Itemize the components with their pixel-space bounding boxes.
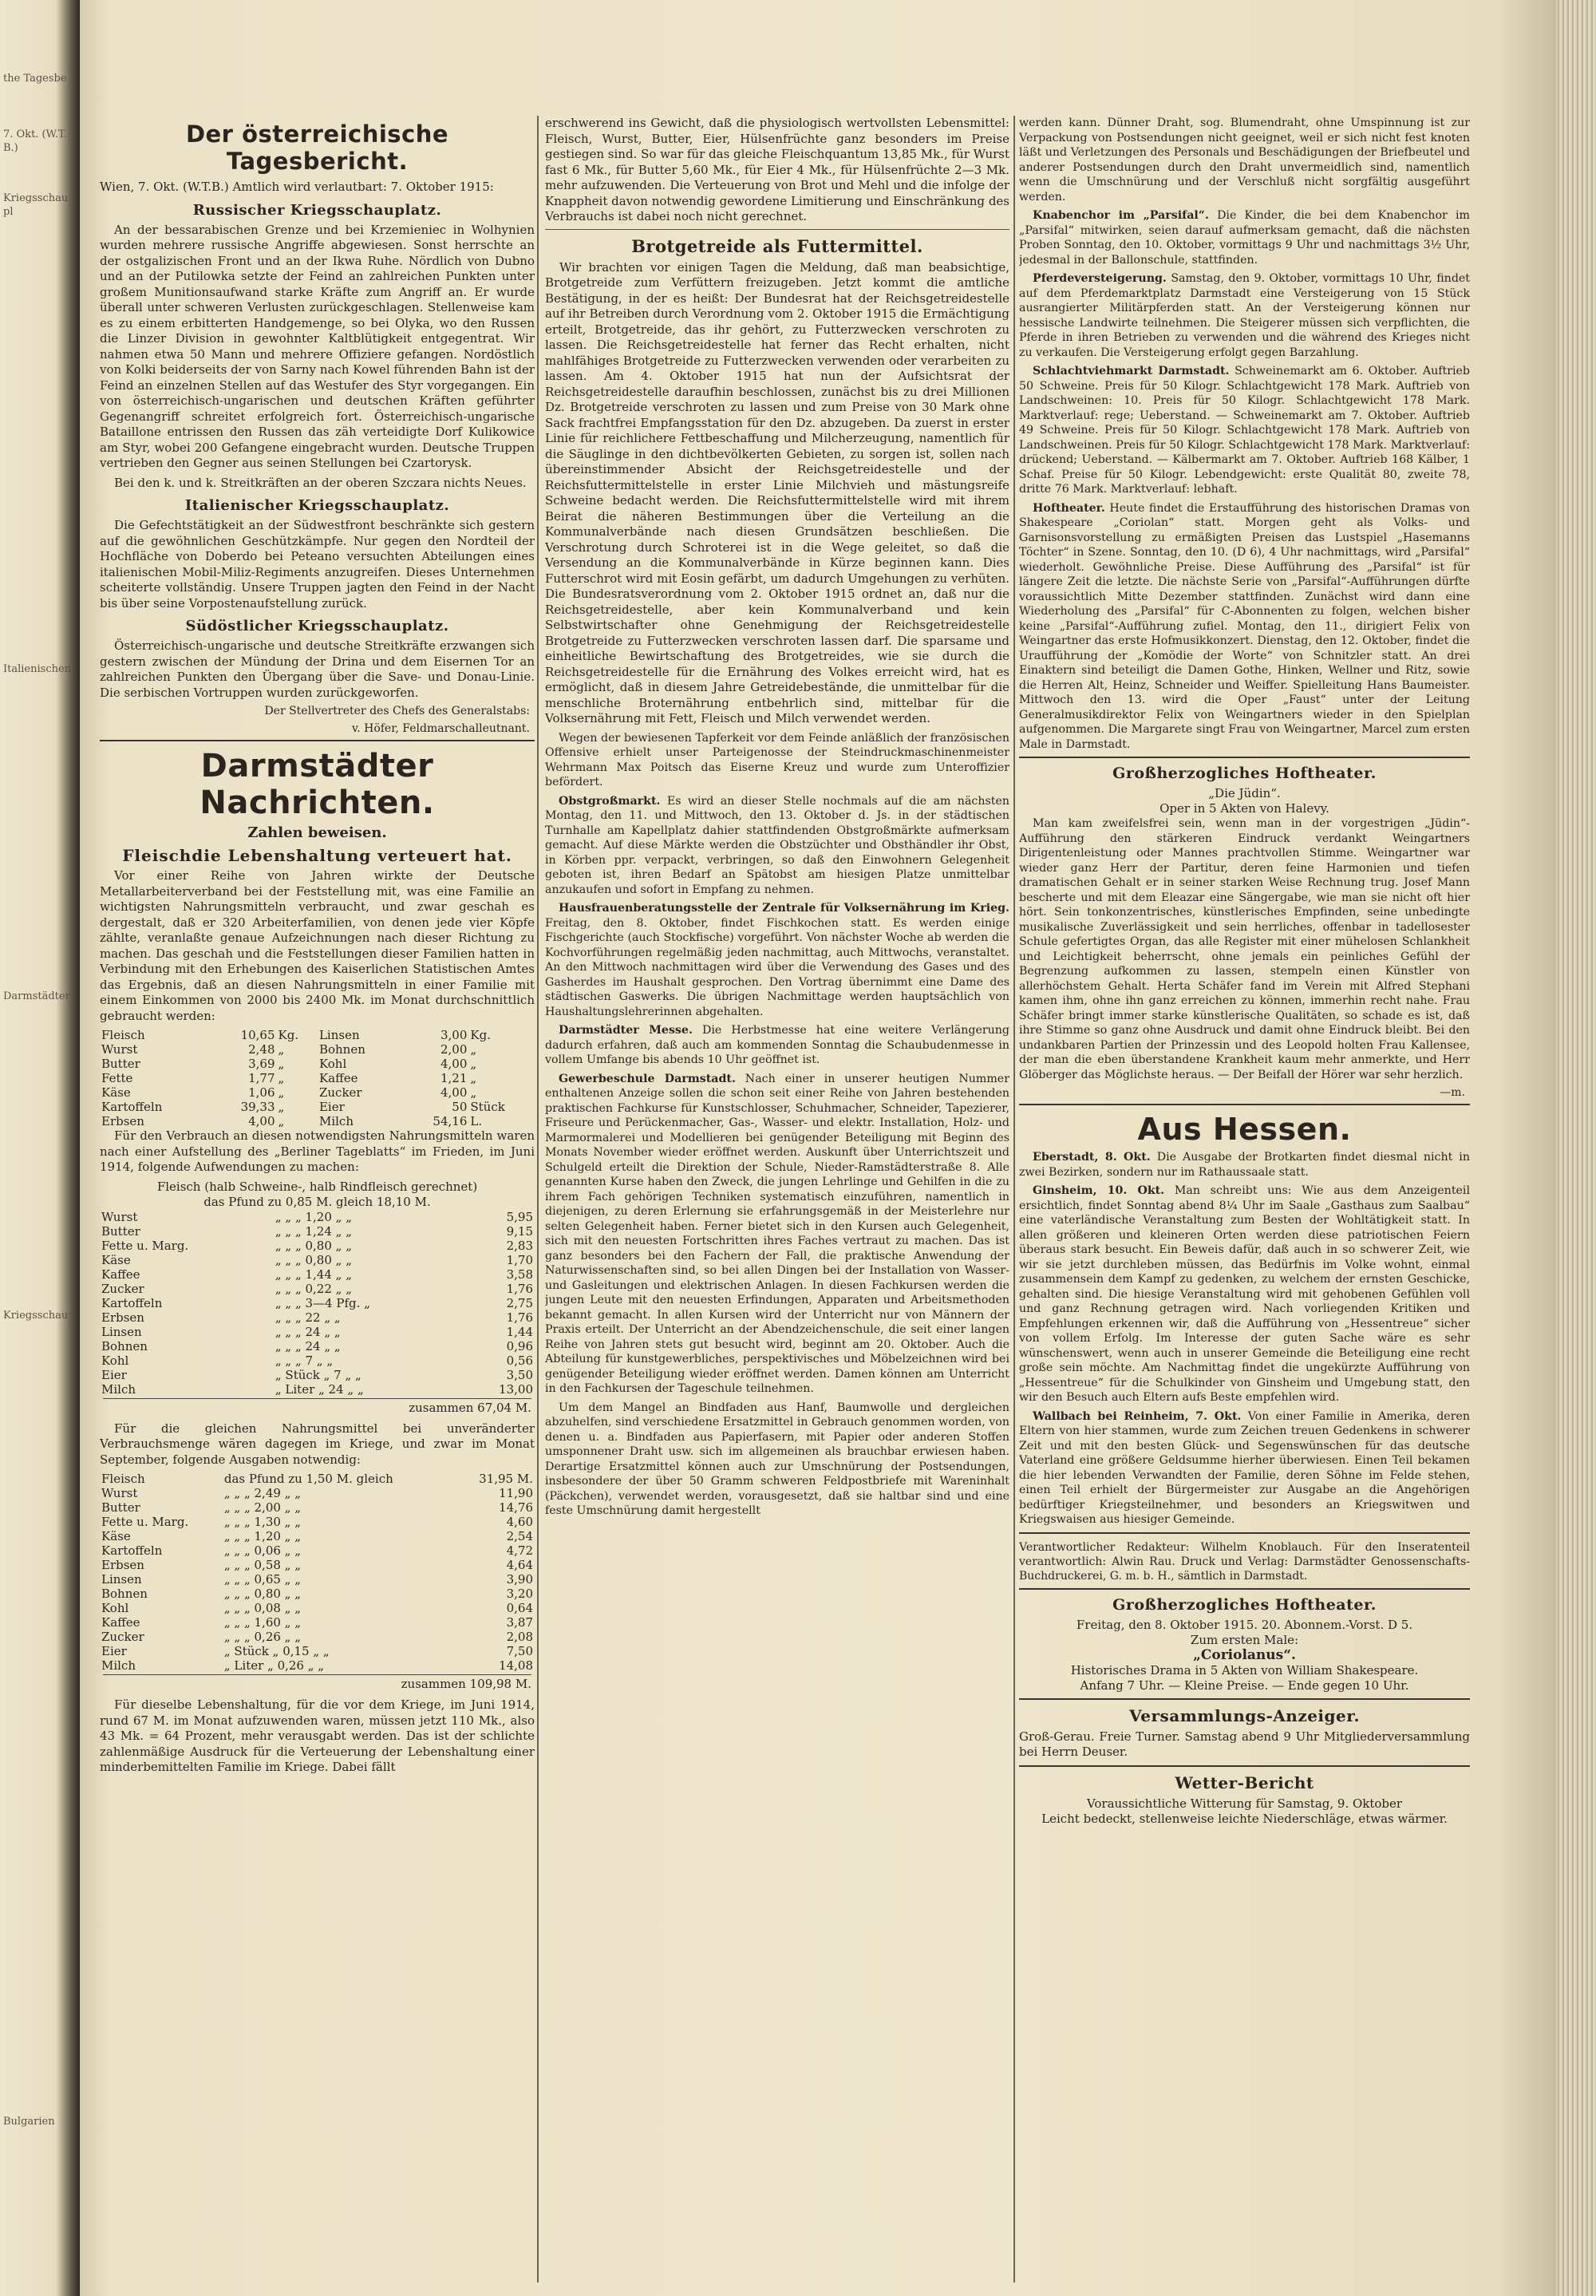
price-cell: „ „ „ 2,00 „ „ — [223, 1500, 301, 1515]
item-cell: Kartoffeln — [101, 1543, 163, 1558]
item-cell: Milch — [318, 1114, 354, 1128]
item-cell: Kohl — [318, 1057, 347, 1071]
price-cell: „ „ „ 0,65 „ „ — [223, 1572, 301, 1587]
column-1 — [100, 116, 535, 2282]
table-row — [100, 1282, 535, 1296]
column-rule — [1013, 116, 1015, 2282]
total-cell: 4,60 — [506, 1515, 533, 1529]
item-cell: Erbsen — [101, 1558, 144, 1572]
total-cell: 4,64 — [506, 1558, 533, 1572]
ad-line: Anfang 7 Uhr. — Kleine Preise. — Ende gegen 10 Uhr. — [1080, 1678, 1409, 1693]
news-lead: Hoftheater. — [1033, 501, 1105, 515]
table-row — [100, 1325, 535, 1339]
divider — [1019, 1104, 1470, 1105]
item-cell: Kartoffeln — [101, 1100, 163, 1114]
news-text: Freitag, den 8. Oktober, findet Fischkochen statt. Es werden einige Fischgerichte (auch Stockfische) vorgeführt. Von nächster Woche ab werden die Kochvorführungen regelmäßig jeden nachmittag, auch Mittwochs, veranstaltet. An den Mittwoch nachmittagen wird über die Verwendung des Gases und des Gasherdes im Haushalt gesprochen. Den Vortrag übernimmt eine Dame des städtischen Gaswerks. Die übrigen Nachmittage werden hauptsächlich von Haushaltungslehrerinnen abgehalten. — [545, 916, 1009, 1018]
price-cell: „ „ „ 0,58 „ „ — [223, 1558, 301, 1572]
divider — [1019, 1765, 1470, 1767]
price-cell: „ „ „ 0,80 „ „ — [275, 1238, 352, 1253]
table-row — [100, 1587, 535, 1601]
war-total: zusammen 109,98 M. — [103, 1674, 531, 1691]
news-text: Man schreibt uns: Wie aus dem Anzeigenteil ersichtlich, findet Sonntag abend 8¼ Uhr im Saale „Gasthaus zum Saalbau“ eine vaterländische Veranstaltung zum Besten der Wohltätigkeit statt. In allen größeren und kleineren Orten werden diese patriotischen Feiern überaus stark besucht. Ein Beweis dafür, daß auch in so schwerer Zeit, wie wir sie jetzt durchleben müssen, das Bedürfnis im Volke wohnt, einmal zusammensein dem Kampf zu gedenken, zu welchem der ernsten Geschicke, gehalten sind. Die hiesige Veranstaltung wird mit gehobenen Gefühlen voll und ganz Rechnung getragen wird. Nach vorliegenden Kritiken und Empfehlungen erkennen wir, daß die Aufführung von „Hessentreue“ sicher von vollem Erfolg. Im Interesse der guten Sache wäre es sehr wünschenswert, wenn auch in unserer Gemeinde die Beteiligung eine recht große sein möchte. Am Nachmittag findet die ungekürzte Aufführung von „Hessentreue“ für die Schulkinder von Ginsheim und Umgebung statt, den wir den Besuch auch Eltern aufs Beste empfehlen wird. — [1019, 1184, 1470, 1404]
sub-title: Zahlen beweisen. — [247, 824, 387, 841]
unit-cell: „ — [470, 1085, 477, 1100]
item-cell: Bohnen — [101, 1587, 148, 1601]
total-cell: 14,08 — [499, 1658, 533, 1673]
total-cell: 5,95 — [506, 1209, 533, 1224]
total-cell: 3,87 — [506, 1615, 533, 1630]
qty-cell: 1,06 — [248, 1085, 275, 1100]
news-lead: Schlachtviehmarkt Darmstadt. — [1033, 365, 1230, 377]
review-subtitle: „Die Jüdin“. — [1208, 786, 1281, 800]
qty-cell: 3,00 — [440, 1028, 468, 1042]
southeast-text: Österreichisch-ungarische und deutsche Streitkräfte erzwangen sich gestern zwischen der Mündung der Drina und dem Eisernen Tor an zahlreichen Punkten den Übergang über die Save- und Donau-Linie. Die serbischen Vortruppen wurden zurückgeworfen. — [100, 638, 535, 700]
russian-text-2: Bei den k. und k. Streitkräften an der oberen Szczara nichts Neues. — [114, 475, 527, 490]
ad-play-title: „Coriolanus“. — [1193, 1646, 1296, 1663]
price-cell: „ „ „ 1,20 „ „ — [223, 1529, 301, 1543]
item-cell: Eier — [101, 1644, 127, 1658]
news-lead: Hausfrauenberatungsstelle der Zentrale für Volksernährung im Krieg. — [559, 902, 1009, 915]
price-cell: „ Stück „ 0,15 „ „ — [223, 1644, 330, 1658]
item-cell: Fleisch — [101, 1028, 145, 1042]
total-cell: 0,96 — [506, 1338, 533, 1353]
table-row — [100, 1353, 535, 1368]
price-cell: „ „ „ 0,06 „ „ — [223, 1543, 301, 1558]
unit-cell: „ — [470, 1057, 477, 1071]
qty-cell: 4,00 — [248, 1114, 275, 1128]
item-cell: Zucker — [101, 1281, 144, 1296]
table-row — [100, 1486, 535, 1500]
report-title: Der österreichische Tagesbericht. — [185, 121, 449, 175]
weather-line: Voraussichtliche Witterung für Samstag, 9. Oktober — [1086, 1796, 1403, 1811]
item-cell: Erbsen — [101, 1114, 144, 1128]
item-cell: Zucker — [318, 1085, 362, 1100]
news-lead: Gewerbeschule Darmstadt. — [559, 1072, 736, 1085]
unit-cell: „ — [278, 1057, 285, 1071]
weather-title: Wetter-Bericht — [1175, 1772, 1314, 1792]
news-text: Die Kinder, die bei dem Knabenchor im „Parsifal“ mitwirken, seien darauf aufmerksam gemacht, daß die nächsten Proben Sonntag, den 10. Oktober, vormittags 9 Uhr und nachmittags 3½ Uhr, jedesmal in der Ballonschule, stattfinden. — [1019, 209, 1470, 267]
item-cell: Kohl — [101, 1601, 129, 1615]
peace-total: zusammen 67,04 M. — [103, 1398, 531, 1415]
news-lead: Eberstadt, 8. Okt. — [1033, 1151, 1151, 1164]
table-row — [100, 1239, 535, 1253]
item-cell: Eier — [318, 1100, 345, 1114]
table-row — [100, 1267, 535, 1282]
divider — [545, 229, 1009, 230]
qty-cell: 39,33 — [240, 1100, 275, 1114]
news-text: Heute findet die Erstaufführung des historischen Dramas von Shakespeare „Coriolan“ statt. Morgen geht als Volks- und Garnisonsvorstellung zu ermäßigten Preisen das Lustspiel „Hasemanns Töchter“ in Szene. Sonntag, den 10. (D 6), 4 Uhr nachmittags, wird „Parsifal“ wiederholt. Gewöhnliche Preise. Diese Aufführung des „Parsifal“ ist für längere Zeit die letzte. Die nächste Serie von „Parsifal“-Aufführungen dürfte voraussichtlich Mitte Dezember stattfinden. Zunächst wird dann eine Wiederholung des „Parsifal“ für C-Abonnenten zu folgen, welchen bisher keine „Parsifal“-Aufführung zufiel. Montag, den 11., dirigiert Felix von Weingartner das erste Hofmusikkonzert. Dienstag, den 12. Oktober, findet die Uraufführung der „Komödie der Worte“ von Schnitzler statt. An drei Einaktern sind beteiligt die Damen Gothe, Hinken, Wellner und Ritz, sowie die Herren Alt, Heinz, Schneider und Weiffer. Spielleitung Hans Baumeister. Mittwoch den 13. wird die Oper „Faust“ unter der Leitung Generalmusikdirektor Felix von Weingartners wieder in den Spielplan aufgenommen. Die Margarete singt Frau von Weingartner, Marcel zum ersten Male in Darmstadt. — [1019, 501, 1470, 751]
divider — [1019, 757, 1470, 758]
total-cell: 2,54 — [506, 1529, 533, 1543]
column-rule — [537, 116, 539, 2282]
news-item — [545, 1072, 1009, 1397]
vers-title: Versammlungs-Anzeiger. — [1129, 1705, 1360, 1725]
binding-fragment: Darmstädter — [3, 990, 70, 1002]
qty-cell: 4,00 — [440, 1085, 468, 1100]
item-cell: Kaffee — [101, 1615, 140, 1630]
divider — [100, 740, 535, 741]
news-item — [1019, 271, 1470, 360]
price-cell: „ „ „ 0,22 „ „ — [275, 1281, 352, 1296]
ad-line: Historisches Drama in 5 Akten von William Shakespeare. — [1070, 1662, 1419, 1678]
section-title: Darmstädter Nachrichten. — [200, 748, 435, 821]
table-row — [100, 1100, 535, 1114]
total-cell: 1,70 — [506, 1252, 533, 1267]
news-text: Schweinemarkt am 6. Oktober. Auftrieb 50 Schweine. Preis für 50 Kilogr. Schlachtgewicht 178 Mark. Auftrieb von Landschweinen: 10. Preis für 50 Kilogr. Schlachtgewicht 178 Mark. Marktverlauf: rege; Ueberstand. — Schweinemarkt am 7. Oktober. Auftrieb 49 Schweine. Preis für 50 Kilogr. Schlachtgewicht 178 Mark. Auftrieb von Landschweinen. Preis für 50 Kilogr. Schlachtgewicht 178 Mark. Marktverlauf: drückend; Ueberstand. — Kälbermarkt am 7. Oktober. Auftrieb 168 Kälber, 1 Schaf. Preise für 50 Kilogr. Lebendgewicht: erste Qualität 80, zweite 78, dritte 76 Mark. Marktverlauf: lebhaft. — [1019, 365, 1470, 496]
italian-heading: Italienischer Kriegsschauplatz. — [184, 497, 450, 514]
news-text: Die Ausgabe der Brotkarten findet diesmal nicht in zwei Bezirken, sondern nur im Rathaussaale statt. — [1019, 1151, 1470, 1179]
russian-heading: Russischer Kriegsschauplatz. — [192, 201, 442, 219]
item-cell: Käse — [101, 1085, 131, 1100]
ad-line: Zum ersten Male: — [1190, 1632, 1299, 1647]
total-cell: 0,64 — [506, 1601, 533, 1615]
table-row — [100, 1057, 535, 1071]
news-text: Es wird an dieser Stelle nochmals auf die am nächsten Montag, den 11. und Mittwoch, den 13. Oktober d. Js. in der städtischen Turnhalle am Kapellplatz dahier stattfindenden Obstgroßmärkte aufmerksam gemacht. Auf diese Märkte werden die Obstzüchter und Obsthändler ihr Obst, in Körben ppr. verpackt, verbringen, so daß den Einwohnern Gelegenheit geboten ist, ihren Bedarf an Spätobst am hiesigen Platze unmittelbar anzukaufen und sofort in Empfang zu nehmen. — [545, 794, 1009, 896]
total-cell: 11,90 — [499, 1486, 533, 1500]
news-lead: Knabenchor im „Parsifal“. — [1033, 209, 1209, 222]
table-row — [100, 1644, 535, 1658]
article-paragraph: Für die gleichen Nahrungsmittel bei unveränderter Verbrauchsmenge wären dagegen im Kriege, und zwar im Monat September, folgende Ausgaben notwendig: — [100, 1421, 535, 1467]
item-cell: Wurst — [101, 1486, 138, 1500]
news-item — [1019, 208, 1470, 267]
news-item: Um dem Mangel an Bindfaden aus Hanf, Baumwolle und dergleichen abzuhelfen, sind verschiedene Ersatzmittel in Gebrauch genommen worden, von denen u. a. Bindfaden aus Papierfasern, mit Papier oder anderen Stoffen umsponnener Draht usw. sich im allgemeinen als brauchbar erwiesen haben. Derartige Ersatzmittel können auch zur Umschnürung der Postsendungen, insbesondere der über 50 Gramm schweren Feldpostbriefe mit Wareninhalt (Päckchen), verwendet werden, vorausgesetzt, daß sie haltbar sind und eine feste Umschnürung damit hergestellt — [545, 1401, 1009, 1517]
price-cell: „ Stück „ 7 „ „ — [275, 1367, 361, 1382]
table-row — [100, 1500, 535, 1515]
total-cell: 3,20 — [506, 1587, 533, 1601]
news-item — [1019, 501, 1470, 753]
item-cell: Käse — [101, 1529, 131, 1543]
total-cell: 3,50 — [506, 1367, 533, 1382]
item-cell: Eier — [101, 1367, 127, 1382]
divider — [1019, 1588, 1470, 1590]
peace-table-head: Fleisch (halb Schweine-, halb Rindfleisch gerechnet) — [156, 1179, 478, 1194]
item-cell: Käse — [101, 1252, 131, 1267]
qty-cell: 2,48 — [248, 1042, 275, 1057]
qty-cell: 54,16 — [433, 1114, 468, 1128]
ad-title: Großherzogliches Hoftheater. — [1112, 1595, 1377, 1614]
table-row — [100, 1543, 535, 1558]
price-cell: „ „ „ 24 „ „ — [275, 1324, 341, 1339]
binding-fragment: Kriegsschaupl — [3, 192, 69, 218]
article-heading: Fleischdie Lebenshaltung verteuert hat. — [122, 846, 512, 865]
price-cell: „ „ „ 1,24 „ „ — [275, 1223, 352, 1239]
southeast-heading: Südöstlicher Kriegsschauplatz. — [185, 618, 449, 634]
war-price-table — [100, 1472, 535, 1673]
unit-cell: Kg. — [470, 1028, 491, 1042]
news-lead: Obstgroßmarkt. — [559, 794, 661, 808]
ad-line: Freitag, den 8. Oktober 1915. 20. Abonnem.-Vorst. D 5. — [1076, 1617, 1413, 1632]
review-subtitle-2: Oper in 5 Akten von Halevy. — [1159, 801, 1329, 816]
item-cell: Wurst — [101, 1209, 138, 1224]
item-cell: Wurst — [101, 1042, 138, 1057]
table-row — [100, 1310, 535, 1325]
total-cell: 2,08 — [506, 1630, 533, 1644]
item-cell: Butter — [101, 1500, 140, 1515]
price-cell: „ „ „ 0,80 „ „ — [223, 1587, 301, 1601]
table-row — [100, 1339, 535, 1353]
unit-cell: „ — [278, 1071, 285, 1085]
price-cell: „ „ „ 0,80 „ „ — [275, 1252, 352, 1267]
weather-line: Leicht bedeckt, stellenweise leichte Niederschläge, etwas wärmer. — [1041, 1811, 1448, 1826]
news-item — [1019, 364, 1470, 497]
item-cell: Linsen — [101, 1572, 142, 1587]
total-cell: 0,56 — [506, 1353, 533, 1368]
review-text: Man kam zweifelsfrei sein, wenn man in der vorgestrigen „Jüdin“-Aufführung den stärkeren Eindruck verdankt Weingartners Dirigentenleistung oder Mannes prachtvollen Stimme. Weingartner war wieder ganz Herr der Partitur, deren feine Harmonien und tiefen dramatischen Gehalt er in seiner starken Weise Rechnung trug. Josef Mann bescherte und mit dem Eleazar eine Sängergabe, wie man sie nicht oft hier hört. Sein tonkonzentrisches, künstlerisches Empfinden, seine unbedingte musikalische Zuverlässigkeit und sein herrliches, offenbar in tadellosester Schule gefertigtes Organ, das alle Register mit einer mühelosen Schlankheit und Leichtigkeit beherrscht, ohne jemals ein peinliches Gefühl der Begrenzung aufkommen zu lassen, stempeln einen Künstler von allerhöchstem Gehalt. Herta Schäfer fand im Verein mit Alfred Stephani kamen ihm, ohne ihn ganz erreichen zu können, immerhin recht nahe. Frau Schäfer bringt immer starke künstlerische Qualitäten, so schade es ist, daß ihre Stimme so ganz ohne Ausdruck und damit ohne Eindruck bleibt. Bei den undankbaren Partien der Prinzessin und des Leopold holten Frau Kallensee, der man die eben überstandene Krankheit kaum mehr anmerkte, und Herr Glöberger das Möglichste heraus. — Der Beifall der Hörer war sehr herzlich. — [1019, 817, 1470, 1081]
peace-price-table — [100, 1210, 535, 1397]
consumption-table — [100, 1028, 535, 1128]
table-row — [100, 1085, 535, 1100]
news-lead: Darmstädter Messe. — [559, 1024, 693, 1037]
total-cell: 3,90 — [506, 1572, 533, 1587]
item-cell: Linsen — [318, 1028, 360, 1042]
price-cell: „ „ „ 7 „ „ — [275, 1353, 334, 1368]
table-row — [100, 1368, 535, 1382]
binding-fragment: the Tagesbe — [3, 73, 67, 85]
item-cell: Fleisch — [101, 1472, 145, 1486]
unit-cell: Kg. — [278, 1028, 299, 1042]
item-cell: Butter — [101, 1223, 140, 1239]
news-item: Wegen der bewiesenen Tapferkeit vor dem Feinde anläßlich der französischen Offensive erhielt unser Parteigenosse der Steindruckmaschinenmeister Wehrmann Max Poitsch das Eiserne Kreuz und wurde zum Unteroffizier befördert. — [545, 731, 1009, 788]
table-row — [100, 1472, 535, 1486]
theater-title: Großherzogliches Hoftheater. — [1112, 765, 1377, 782]
table-row — [100, 1658, 535, 1673]
news-text: Samstag, den 9. Oktober, vormittags 10 Uhr, findet auf dem Pferdemarktplatz Darmstadt eine Versteigerung von 15 Stück ausrangierter Militärpferden statt. An der Versteigerung können nur hessische Landwirte teilnehmen. Die Steigerer müssen sich verpflichten, die Pferde in ihren Betrieben zu verwenden und die während des Krieges nicht zu verkaufen. Die Versteigerung erfolgt gegen Barzahlung. — [1019, 272, 1470, 359]
price-cell: „ „ „ 2,49 „ „ — [223, 1486, 301, 1500]
qty-cell: 2,00 — [440, 1042, 468, 1057]
item-cell: Fette u. Marg. — [101, 1238, 189, 1253]
news-text: Nach einer in unserer heutigen Nummer enthaltenen Anzeige sollen die schon seit einer Reihe von Jahren bestehenden praktischen Fachkurse für Kunstschlosser, Schuhmacher, Schneider, Tapezierer, Friseure und Perückenmacher, Gas-, Wasser- und elektr. Installation, Holz- und Marmormalerei und Modellieren bei genügender Beteiligung mit Beginn des Monats November wieder eröffnet werden. Auskunft über Unterrichtszeit und Schulgeld erteilt die Direktion der Schule, Nieder-Ramstädterstraße 8. Alle genannten Kurse haben den Zweck, die jungen Lehrlinge und Gehilfen in die zu ihrem Fach gehörigen Techniken systematisch einzuführen, namentlich in diejenigen, zu deren Erlernung sie erfahrungsgemäß in der Meisterlehre nur selten Gelegenheit haben. Ferner bietet sich in den Kursen auch Gelegenheit, sich mit den neuesten Fortschritten ihres Faches vertraut zu machen. Das ist ganz besonders bei den Fachern der Fall, die praktische Anwendung der Naturwissenschaften sind, so bei allen Dingen bei der Installation von Wasser- und Gasleitungen und elektrischen Anlagen. In diesen Fachkursen werden die jungen Leute mit den neuesten Erfindungen, Apparaten und Arbeitsmethoden bekannt gemacht. In allen Kursen wird der Unterricht nur von Männern der Praxis erteilt. Der Unterricht an der Abendzeichenschule, die seit einer langen Reihe von Jahren stets gut besucht wird, beginnt am 20. Oktober. Auch die Abteilung für kunstgewerbliches, perspektivisches und Möbelzeichnen wird bei genügender Beteiligung wieder eröffnet werden. Damen können am Unterricht in den Fachkursen der Tageschule teilnehmen. — [545, 1072, 1009, 1395]
item-cell: Kaffee — [318, 1071, 358, 1085]
item-cell: Bohnen — [101, 1338, 148, 1353]
binding-fragment: Italienischen — [3, 663, 72, 675]
price-cell: „ „ „ 1,30 „ „ — [223, 1515, 301, 1529]
divider — [1019, 1698, 1470, 1700]
item-cell: Fette u. Marg. — [101, 1515, 189, 1529]
divider — [1019, 1532, 1470, 1534]
table-row — [100, 1630, 535, 1644]
item-cell: Erbsen — [101, 1310, 144, 1325]
table-row — [100, 1382, 535, 1397]
item-cell: Fette — [101, 1071, 133, 1085]
price-cell: „ Liter „ 24 „ „ — [275, 1381, 364, 1397]
qty-cell: 10,65 — [240, 1028, 275, 1042]
total-cell: 1,44 — [506, 1324, 533, 1339]
qty-cell: 1,77 — [248, 1071, 275, 1085]
table-row — [100, 1253, 535, 1267]
item-cell: Butter — [101, 1057, 140, 1071]
imprint: Verantwortlicher Redakteur: Wilhelm Knoblauch. Für den Inseratenteil verantwortlich: Alwin Rau. Druck und Verlag: Darmstädter Genossenschafts-Buchdruckerei, G. m. b. H., sämtlich in Darmstadt. — [1019, 1540, 1470, 1583]
table-row — [100, 1572, 535, 1587]
table-row — [100, 1529, 535, 1543]
brot-text: Wir brachten vor einigen Tagen die Meldung, daß man beabsichtige, Brotgetreide zum Verfüttern freizugeben. Jetzt kommt die amtliche Bestätigung, in der es heißt: Der Bundesrat hat der Reichsgetreidestelle auf ihr Betreiben durch Verordnung vom 2. Oktober 1915 die Ermächtigung erteilt, Brotgetreide, das ihr gehört, zu Futterzwecken verschroten zu lassen. Die Reichsgetreidestelle hat ferner das Recht erhalten, nicht mahlfähiges Brotgetreide zu Futterzwecken verwenden oder verarbeiten zu lassen. Am 4. Oktober 1915 hat nun der Aufsichtsrat der Reichsgetreidestelle daraufhin beschlossen, zunächst bis zu drei Millionen Dz. Brotgetreide verschroten zu lassen und zum Preise von 30 Mark ohne Sack frachtfrei Empfangsstation für den Dz. abzugeben. Da zuerst in erster Linie für reichlichere Fettbeschaffung und Milcherzeugung, namentlich für die Säuglinge in den dichtbevölkerten Gebieten, zu sorgen ist, sollen nach übereinstimmender Absicht der Reichsgetreidestelle und der Reichsfuttermittelstelle in erster Linie Milchvieh und mästungsreife Schweine bedacht werden. Die Reichsfuttermittelstelle wird mit ihrem Beirat die näheren Bestimmungen über die Verteilung an die Kommunalverbände nach diesen Grundsätzen beschließen. Die Verschrotung durch Schroterei ist in die Wege geleitet, so daß die Versendung an die Kommunalverbände in Kürze beginnen kann. Dies Futterschrot wird mit Eosin gefärbt, um dadurch Umgehungen zu verhüten. Die Bundesratsverordnung vom 2. Oktober 1915 ordnet an, daß nur die Reichsgetreidestelle, aber kein Kommunalverband und kein Selbstwirtschafter ohne Genehmigung der Reichsgetreidestelle Brotgetreide zu Futterzwecken verschroten lassen darf. Die sparsame und einheitliche Bewirtschaftung des Brotgetreides, wie sie durch die Reichsgetreidestelle für die Ernährung des Volkes erreicht wird, hat es ermöglicht, daß in diesem Jahre Getreidebestände, die unmittelbar für die menschliche Broternährung entbehrlich sind, mittelbar für die Volksernährung mit Fett, Fleisch und Milch verwendet werden. — [545, 259, 1009, 725]
article-paragraph: Für dieselbe Lebenshaltung, für die vor dem Kriege, im Juni 1914, rund 67 M. im Monat aufzuwenden waren, müssen jetzt 110 Mk., also 43 Mk. = 64 Prozent, mehr verausgabt werden. Das ist der schlichte zahlenmäßige Ausdruck für die Verteuerung der Lebenshaltung einer minderbemittelten Familie im Kriege. Dabei fällt — [100, 1697, 535, 1774]
table-row — [100, 1210, 535, 1224]
page-edge-stack — [1556, 0, 1596, 2296]
table-row — [100, 1615, 535, 1630]
total-cell: 31,95 M. — [479, 1472, 533, 1486]
article-paragraph: Vor einer Reihe von Jahren wirkte der Deutsche Metallarbeiterverband bei der Feststellung mit, was eine Familie an wichtigsten Nahrungsmitteln verbraucht, und zwar geschah es dergestalt, daß er 320 Arbeiterfamilien, von denen jede vier Köpfe zählte, veranlaßte genaue Aufzeichnungen nach dieser Richtung zu machen. Das geschah und die Feststellungen dieser Familien hatten in Verbindung mit den Erhebungen des Kaiserlichen Statistischen Amtes das Ergebnis, daß an diesen Nahrungsmitteln in einer Familie mit einem Einkommen von 2000 bis 2400 Mk. im Monat durchschnittlich gebraucht werden: — [100, 868, 535, 1023]
item-cell: Kohl — [101, 1353, 129, 1368]
item-cell: Zucker — [101, 1630, 144, 1644]
qty-cell: 1,21 — [440, 1071, 468, 1085]
peace-table-head-2: das Pfund zu 0,85 M. gleich 18,10 M. — [203, 1194, 431, 1209]
item-cell: Milch — [101, 1658, 136, 1673]
table-row — [100, 1042, 535, 1057]
item-cell: Kaffee — [101, 1267, 140, 1282]
price-cell: „ „ „ 1,44 „ „ — [275, 1267, 352, 1282]
price-cell: „ „ „ 1,60 „ „ — [223, 1615, 301, 1630]
binding-fragment: Kriegsschau — [3, 1310, 69, 1322]
unit-cell: „ — [278, 1114, 285, 1128]
column-2 — [545, 116, 1009, 2282]
article-paragraph: Für den Verbrauch an diesen notwendigsten Nahrungsmitteln waren nach einer Aufstellung des „Berliner Tageblatts“ im Frieden, im Juni 1914, folgende Aufwendungen zu machen: — [100, 1128, 535, 1174]
signature-line: Der Stellvertreter des Chefs des Generalstabs: — [264, 705, 530, 717]
item-cell: Kartoffeln — [101, 1295, 163, 1310]
news-lead: Ginsheim, 10. Okt. — [1033, 1184, 1165, 1197]
italian-text: Die Gefechtstätigkeit an der Südwestfront beschränkte sich gestern auf die gewöhnlichen Geschützkämpfe. Nur gegen den Nordteil der Hochfläche von Doberdo bei Peteano versuchten Abteilungen eines italienischen Mobil-Miliz-Regiments anzugreifen. Dieses Unternehmen scheiterte vollständig. Unsere Truppen jagten den Feind in der Nacht bis über seine Vorpostenaufstellung zurück. — [100, 518, 535, 611]
table-row — [100, 1114, 535, 1128]
total-cell: 9,15 — [506, 1223, 533, 1239]
unit-cell: „ — [278, 1085, 285, 1100]
total-cell: 3,58 — [506, 1267, 533, 1282]
item-cell: Milch — [101, 1381, 136, 1397]
russian-text: An der bessarabischen Grenze und bei Krzemieniec in Wolhynien wurden mehrere russische Angriffe abgewiesen. Sonst herrschte an der ostgalizischen Front und an der Ikwa Ruhe. Nördlich von Dubno und an der Putilowka setzte der Feind an zahlreichen Punkten unter großem Munitionsaufwand starke Kräfte zum Angriff an. Er wurde überall unter schweren Verlusten zurückgeschlagen. Stellenweise kam es zu einem erbitterten Handgemenge, so bei Olyka, wo den Russen die Linzer Division in gewohnter Kaltblütigkeit entgegentrat. Wir nahmen etwa 50 Mann und mehrere Offiziere gefangen. Nordöstlich von Kolki beiderseits der von Sarny nach Kowel führenden Bahn ist der Feind an einzelnen Stellen auf das Westufer des Styr vorgegangen. Ein von österreichisch-ungarischen und deutschen Kräften geführter Gegenangriff schreitet erfolgreich fort. Österreichisch-ungarische Bataillone entrissen den Russen das zäh verteidigte Dorf Kulikowice am Styr, wobei 200 Gefangene eingebracht wurden. Deutsche Truppen vertrieben den Gegner aus seinen Stellungen bei Czartorysk. — [100, 222, 535, 470]
item-cell: Bohnen — [318, 1042, 365, 1057]
unit-cell: „ — [278, 1100, 285, 1114]
table-row — [100, 1558, 535, 1572]
column-3 — [1019, 116, 1470, 2282]
news-item — [1019, 1150, 1470, 1180]
qty-cell: 3,69 — [248, 1057, 275, 1071]
total-cell: 1,76 — [506, 1310, 533, 1325]
price-cell: „ „ „ 3—4 Pfg. „ — [275, 1295, 370, 1310]
table-row — [100, 1296, 535, 1310]
price-cell: „ „ „ 1,20 „ „ — [275, 1209, 352, 1224]
unit-cell: Stück — [470, 1100, 505, 1114]
hessen-title: Aus Hessen. — [1137, 1112, 1352, 1147]
table-row — [100, 1601, 535, 1615]
price-cell: „ „ „ 0,08 „ „ — [223, 1601, 301, 1615]
unit-cell: „ — [470, 1042, 477, 1057]
news-item — [545, 794, 1009, 898]
news-item — [1019, 1409, 1470, 1527]
total-cell: 14,76 — [499, 1500, 533, 1515]
table-row — [100, 1515, 535, 1529]
unit-cell: „ — [278, 1042, 285, 1057]
binding-fragment: Bulgarien — [3, 2116, 55, 2128]
item-cell: Linsen — [101, 1324, 142, 1339]
price-cell: „ Liter „ 0,26 „ „ — [223, 1658, 325, 1673]
news-item — [545, 901, 1009, 1019]
binding-fragment: 7. Okt. (W.T.B.) — [3, 128, 67, 154]
total-cell: 2,83 — [506, 1238, 533, 1253]
signature-name: v. Höfer, Feldmarschalleutnant. — [351, 722, 530, 735]
table-row — [100, 1071, 535, 1085]
total-cell: 1,76 — [506, 1281, 533, 1296]
vers-text: Groß-Gerau. Freie Turner. Samstag abend 9 Uhr Mitgliederversammlung bei Herrn Deuser. — [1019, 1729, 1470, 1759]
price-cell: das Pfund zu 1,50 M. gleich — [223, 1472, 393, 1486]
price-cell: „ „ „ 24 „ „ — [275, 1338, 341, 1353]
news-text: Die Herbstmesse hat eine weitere Verlängerung dadurch erfahren, daß auch am kommenden Sonntag die Schaubudenmesse in vollem Umfange bis abends 10 Uhr geöffnet ist. — [545, 1024, 1009, 1066]
news-item — [545, 1023, 1009, 1068]
brot-title: Brotgetreide als Futtermittel. — [631, 235, 923, 256]
qty-cell: 4,00 — [440, 1057, 468, 1071]
total-cell: 4,72 — [506, 1543, 533, 1558]
article-continuation: werden kann. Dünner Draht, sog. Blumendraht, ohne Umspinnung ist zur Verpackung von Postsendungen nicht geeignet, weil er sich nicht fest knoten läßt und Verletzungen des Personals und Beschädigungen der Briefbeutel und anderer Postsendungen durch den Draht unvermeidlich sind, namentlich wenn die Umschnürung und der Verschluß nicht sorgfältig ausgeführt werden. — [1019, 117, 1470, 204]
price-cell: „ „ „ 0,26 „ „ — [223, 1630, 301, 1644]
qty-cell: 50 — [452, 1100, 468, 1114]
total-cell: 13,00 — [499, 1381, 533, 1397]
review-signature: —m. — [1440, 1086, 1465, 1099]
news-item — [1019, 1184, 1470, 1405]
report-dateline: Wien, 7. Okt. (W.T.B.) Amtlich wird verlautbart: 7. Oktober 1915: — [100, 180, 494, 194]
news-lead: Pferdeversteigerung. — [1033, 272, 1167, 285]
article-continuation: erschwerend ins Gewicht, daß die physiologisch wertvollsten Lebensmittel: Fleisch, Wurst, Butter, Eier, Hülsenfrüchte ganz besonders im Preise gestiegen sind. So war für das gleiche Fleischquantum 13,85 Mk., für Wurst fast 6 Mk., für Butter 5,60 Mk., für Eier 4 Mk., für Hülsenfrüchte 2—3 Mk. mehr aufzuwenden. Die Verteuerung von Brot und Mehl und die infolge der Knappheit davon notwendig gewordene Limitierung und Einschränkung des Verbrauchs ist dabei noch nicht gerechnet. — [545, 116, 1009, 223]
book-binding-gutter — [0, 0, 80, 2296]
table-row — [100, 1224, 535, 1239]
news-lead: Wallbach bei Reinheim, 7. Okt. — [1033, 1409, 1242, 1423]
total-cell: 2,75 — [506, 1295, 533, 1310]
table-row — [100, 1028, 535, 1042]
news-text: Von einer Familie in Amerika, deren Eltern von hier stammen, wurde zum Zeichen treuen Gedenkens in schwerer Zeit und mit den besten Glück- und Segenswünschen für das deutsche Vaterland eine größere Geldsumme hierher überwiesen. Einen Teil bekamen die hier lebenden Verwandten der Familie, deren Söhne im Felde stehen, einen Teil erhielt der Bürgermeister zur Ausgabe an die Angehörigen bedürftiger Kriegsteilnehmer, und besonders an Kriegswitwen und Kriegswaisen aus hiesiger Gemeinde. — [1019, 1409, 1470, 1526]
price-cell: „ „ „ 22 „ „ — [275, 1310, 341, 1325]
unit-cell: L. — [470, 1114, 483, 1128]
total-cell: 7,50 — [506, 1644, 533, 1658]
unit-cell: „ — [470, 1071, 477, 1085]
